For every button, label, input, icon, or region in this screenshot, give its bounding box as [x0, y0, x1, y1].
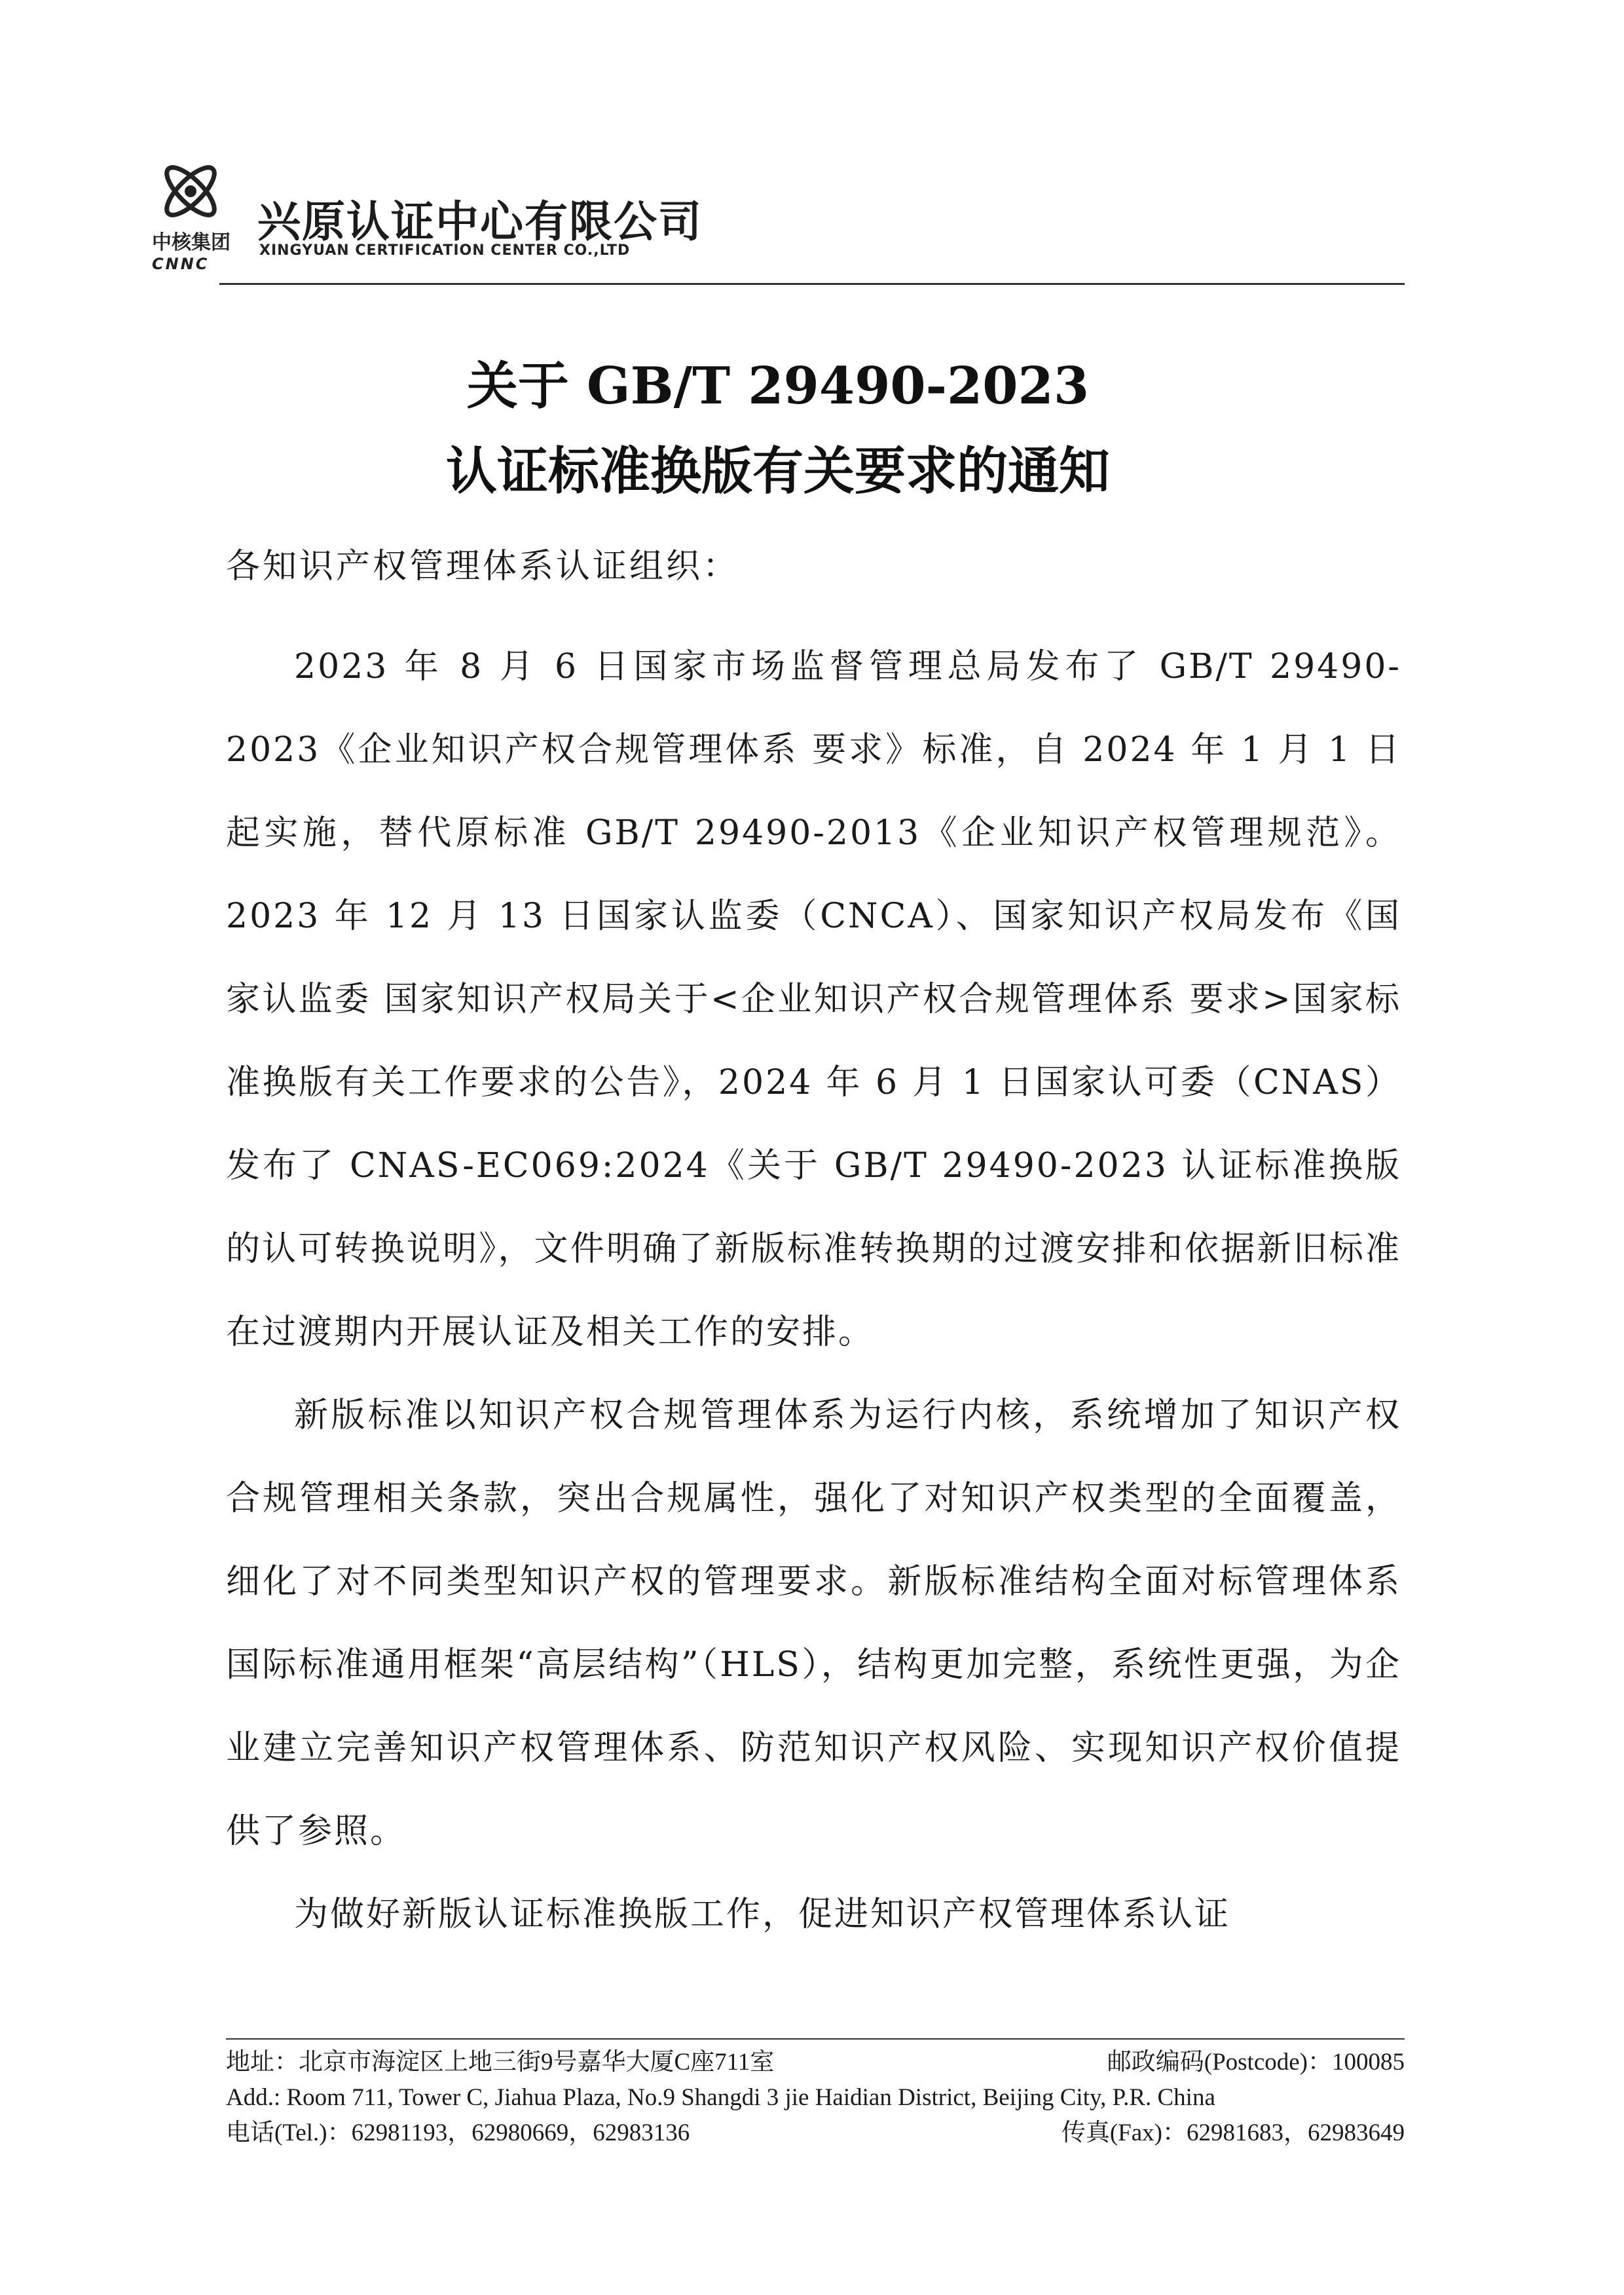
group-name-en: CNNC — [152, 255, 210, 273]
group-name-cn: 中核集团 — [152, 231, 231, 254]
atom-logo-icon — [155, 155, 227, 227]
footer-row-contact — [226, 2116, 1405, 2151]
footer-row-address — [226, 2045, 1405, 2080]
paragraph-1: 2023 年 8 月 6 日国家市场监督管理总局发布了 GB/T 29490-2023《企业知识产权合规管理体系 要求》标准，自 2024 年 1 月 1 日起实施，替代原标准 GB/T 29490-2013《企业知识产权管理规范》。2023 年 12 月 13 日国家认监委（CNCA）、国家知识产权局发布《国家认监委 国家知识产权局关于<企业知识产权合规管理体系 要求>国家标准换版有关工作要求的公告》，2024 年 6 月 1 日国家认可委（CNAS）发布了 CNAS-EC069:2024《关于 GB/T 29490-2023 认证标准换版的认可转换说明》，文件明确了新版标准转换期的过渡安排和依据新旧标准在过渡期内开展认证及相关工作的安排。 — [226, 647, 1401, 1352]
postcode: 邮政编码(Postcode)：100085 — [1107, 2049, 1405, 2076]
salutation: 各知识产权管理体系认证组织： — [226, 547, 740, 586]
footer-row-address-en — [226, 2080, 1405, 2116]
footer-divider — [226, 2038, 1405, 2040]
telephone: 电话(Tel.)：62981193，62980669，62983136 — [226, 2119, 690, 2146]
document-title — [149, 344, 1407, 514]
footer — [226, 2045, 1405, 2151]
paragraph-2: 新版标准以知识产权合规管理体系为运行内核，系统增加了知识产权合规管理相关条款，突出合规属性，强化了对知识产权类型的全面覆盖，细化了对不同类型知识产权的管理要求。新版标准结构全面对标管理体系国际标准通用框架“高层结构”（HLS），结构更加完整，系统性更强，为企业建立完善知识产权管理体系、防范知识产权风险、实现知识产权价值提供了参照。 — [226, 1396, 1401, 1851]
title-line-2: 认证标准换版有关要求的通知 — [445, 441, 1110, 501]
title-line-1: 关于 GB/T 29490-2023 — [466, 356, 1090, 416]
company-name-en: XINGYUAN CERTIFICATION CENTER CO.,LTD — [259, 242, 631, 259]
letterhead — [149, 147, 1407, 285]
document-body — [226, 625, 1401, 1956]
paragraph-3: 为做好新版认证标准换版工作，促进知识产权管理体系认证 — [294, 1895, 1231, 1934]
fax: 传真(Fax)：62981683，62983649 — [1061, 2119, 1405, 2146]
company-name: 兴原认证中心有限公司 — [257, 196, 703, 247]
group-name — [152, 233, 231, 274]
header-divider — [219, 283, 1405, 285]
address-en: Add.: Room 711, Tower C, Jiahua Plaza, No.9 Shangdi 3 jie Haidian District, Beijing City, P.R. China — [226, 2084, 1215, 2111]
address-cn: 地址：北京市海淀区上地三街9号嘉华大厦C座711室 — [226, 2049, 775, 2076]
